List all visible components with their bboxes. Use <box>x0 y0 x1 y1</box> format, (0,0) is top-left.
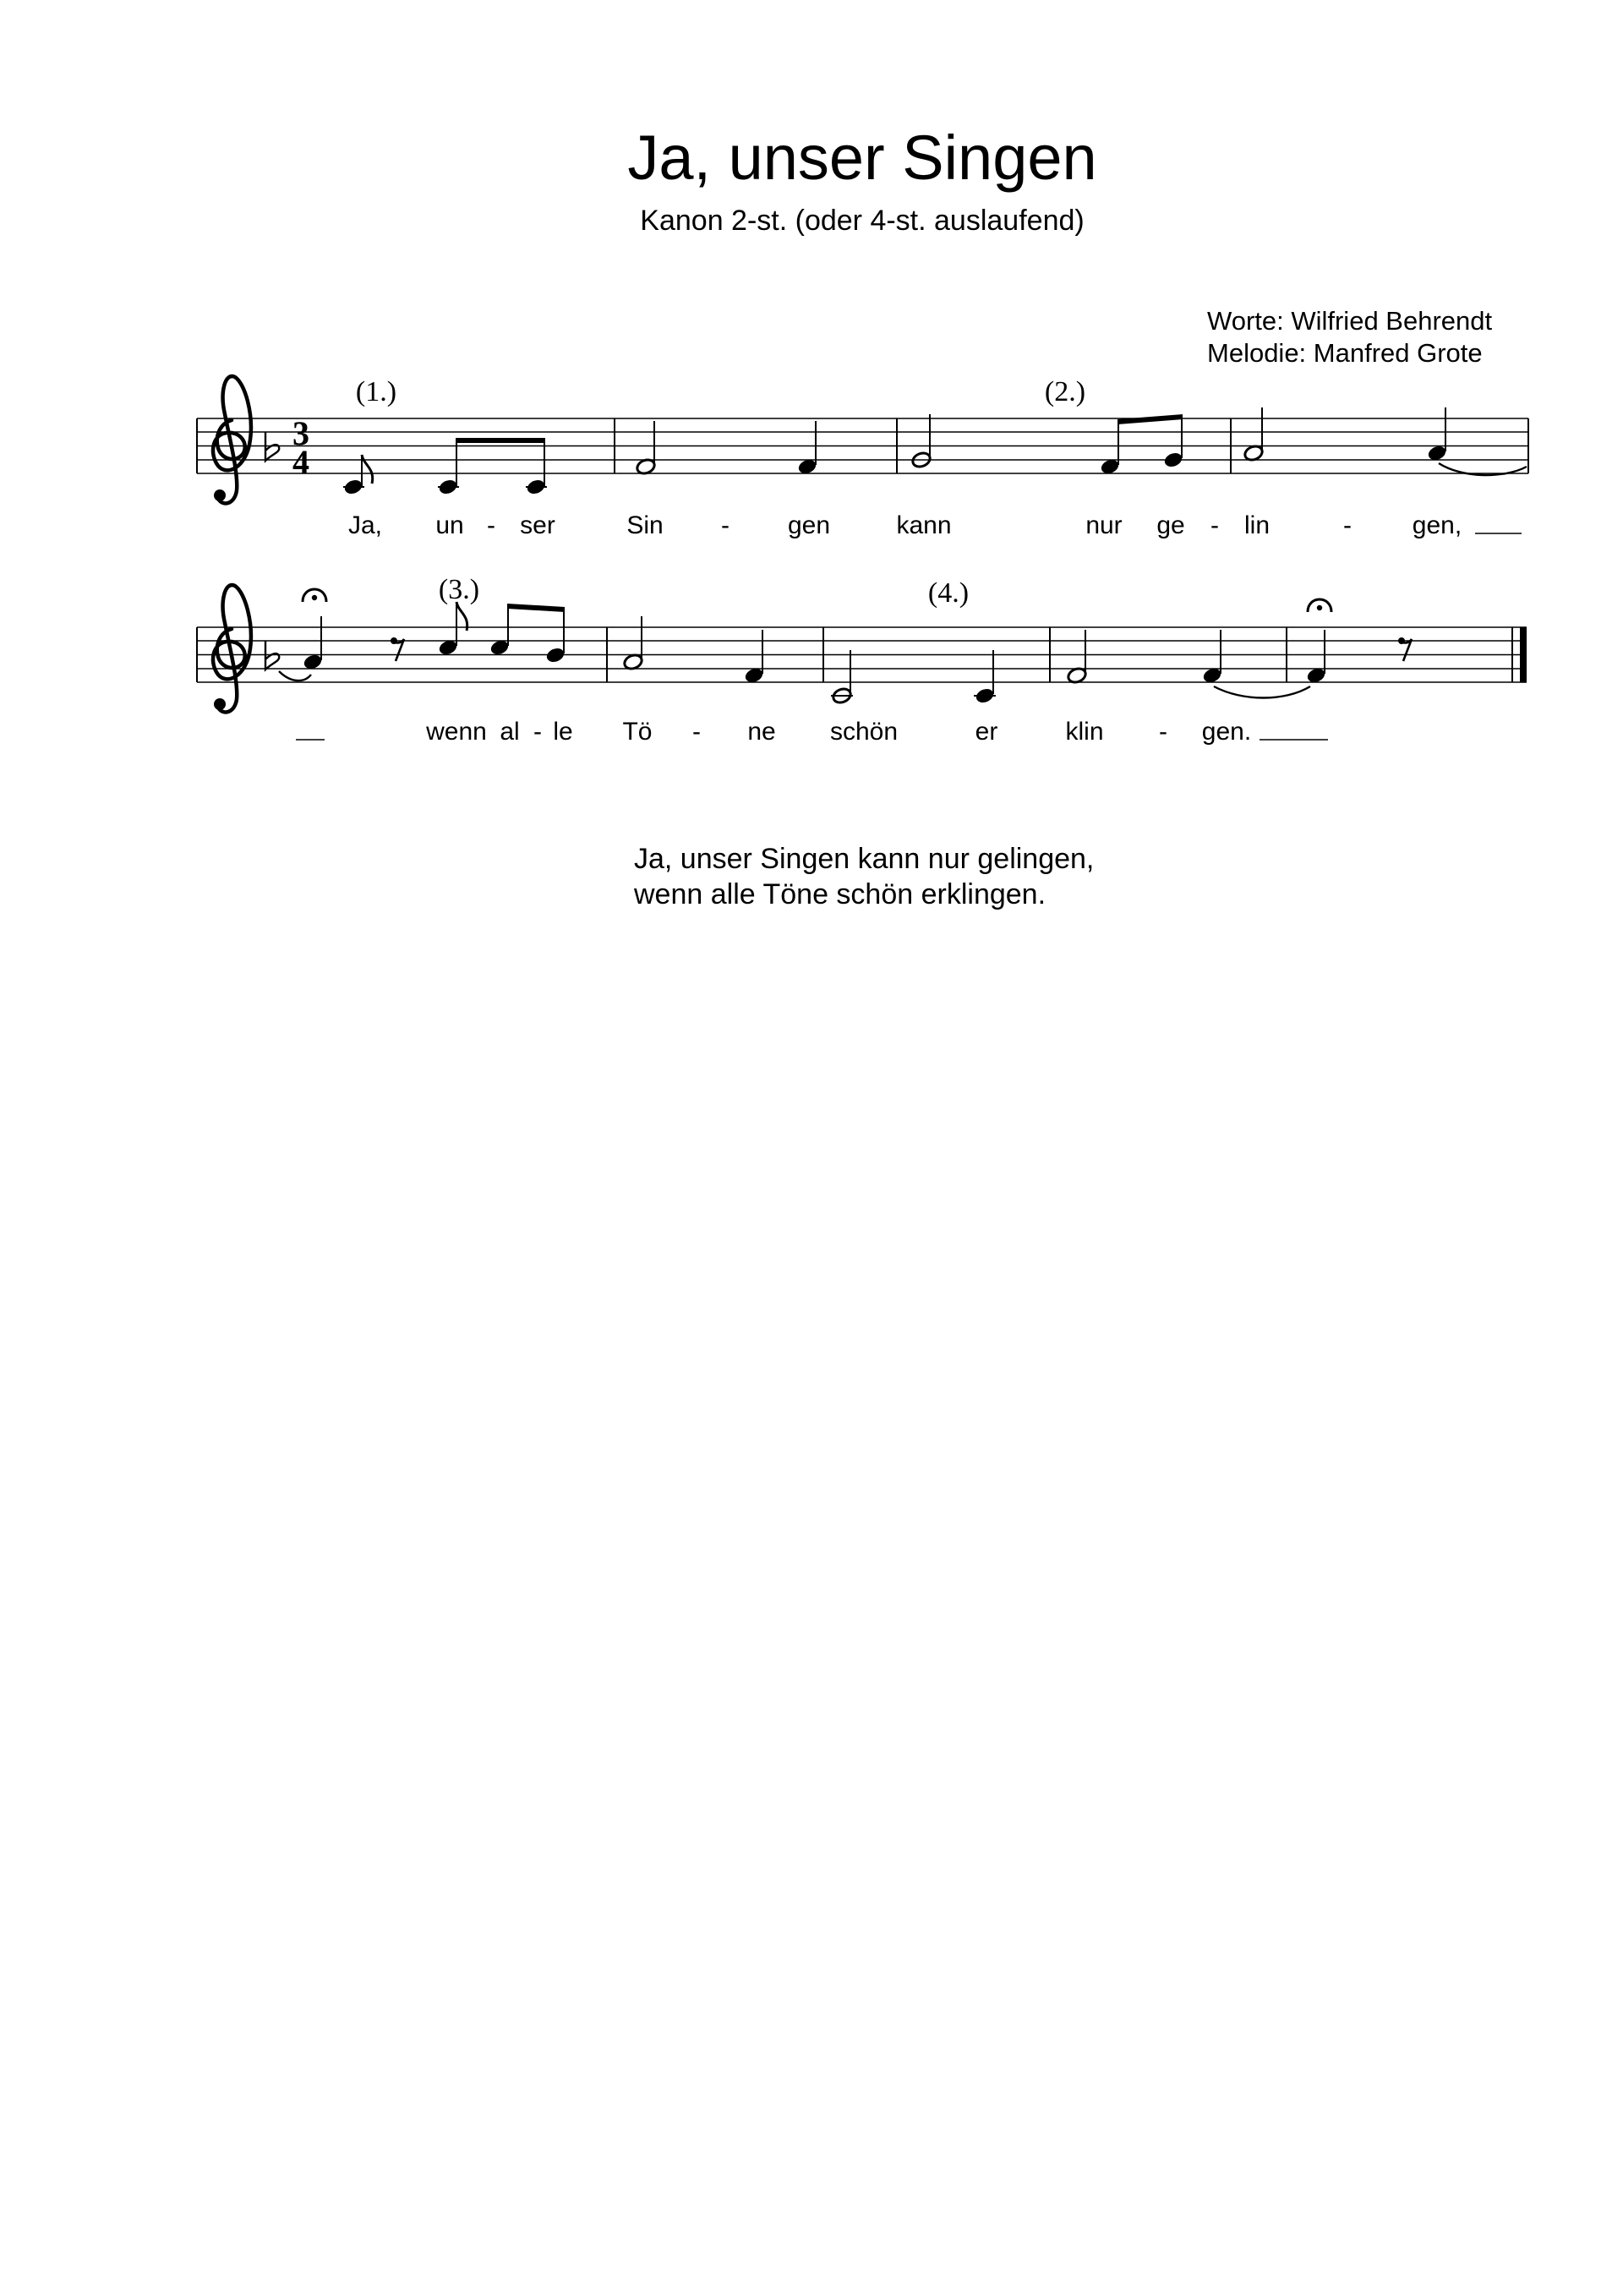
song-title: Ja, unser Singen <box>627 123 1097 193</box>
lyric-syllable: Ja, <box>347 511 383 539</box>
lyric-hyphen: - <box>1159 718 1167 746</box>
verse-line: wenn alle Töne schön erklingen. <box>634 878 1046 910</box>
lyric-syllable: ne <box>747 718 776 746</box>
canon-entry-3: (3.) <box>438 574 480 605</box>
treble-clef-icon <box>213 585 251 712</box>
lyric-syllable: gen <box>787 511 831 539</box>
lyric-syllable: Sin <box>626 511 664 539</box>
time-signature-bottom: 4 <box>292 443 309 481</box>
canon-entry-2: (2.) <box>1044 376 1086 407</box>
lyric-syllable: gen. <box>1201 718 1252 746</box>
verse-line: Ja, unser Singen kann nur gelingen, <box>634 843 1095 875</box>
lyric-hyphen: - <box>1343 511 1352 539</box>
lyric-hyphen: - <box>1210 511 1219 539</box>
lyrics-verse <box>634 841 1094 912</box>
lyric-hyphen: - <box>721 511 730 539</box>
time-signature-top: 3 <box>292 414 309 452</box>
lyric-hyphen: - <box>487 511 495 539</box>
lyric-hyphen: - <box>533 718 542 746</box>
lyric-syllable: kann <box>896 511 952 539</box>
lyric-syllable: un <box>435 511 464 539</box>
canon-entry-4: (4.) <box>927 577 970 609</box>
staff-system-2 <box>197 574 1527 746</box>
lyric-hyphen: - <box>692 718 701 746</box>
lyric-syllable: ge <box>1156 511 1185 539</box>
notes-system-1 <box>342 407 1527 496</box>
lyric-syllable: ser <box>520 511 555 539</box>
treble-clef-icon <box>213 376 251 503</box>
notes-system-2 <box>279 589 1412 705</box>
lyric-syllable: al <box>500 718 520 746</box>
fermata-icon <box>1308 599 1331 612</box>
lyric-syllable: er <box>975 718 998 746</box>
fermata-icon <box>303 589 326 602</box>
staff-system-1 <box>197 376 1528 539</box>
canon-entry-1: (1.) <box>355 376 397 407</box>
music-score <box>0 0 1623 845</box>
lyrics-system-2 <box>296 718 1328 746</box>
lyric-syllable: Tö <box>622 718 653 746</box>
words-credit: Worte: Wilfried Behrendt <box>1207 306 1493 336</box>
lyric-syllable: gen, <box>1412 511 1462 539</box>
melody-credit: Melodie: Manfred Grote <box>1207 338 1483 368</box>
lyric-syllable: le <box>553 718 573 746</box>
lyric-syllable: lin <box>1243 511 1271 539</box>
lyric-syllable: wenn <box>426 718 487 746</box>
lyric-syllable: klin <box>1065 718 1104 746</box>
lyric-syllable: schön <box>829 718 899 746</box>
song-subtitle: Kanon 2-st. (oder 4-st. auslaufend) <box>640 205 1085 237</box>
lyrics-system-1 <box>348 511 1522 539</box>
lyric-syllable: nur <box>1085 511 1123 539</box>
